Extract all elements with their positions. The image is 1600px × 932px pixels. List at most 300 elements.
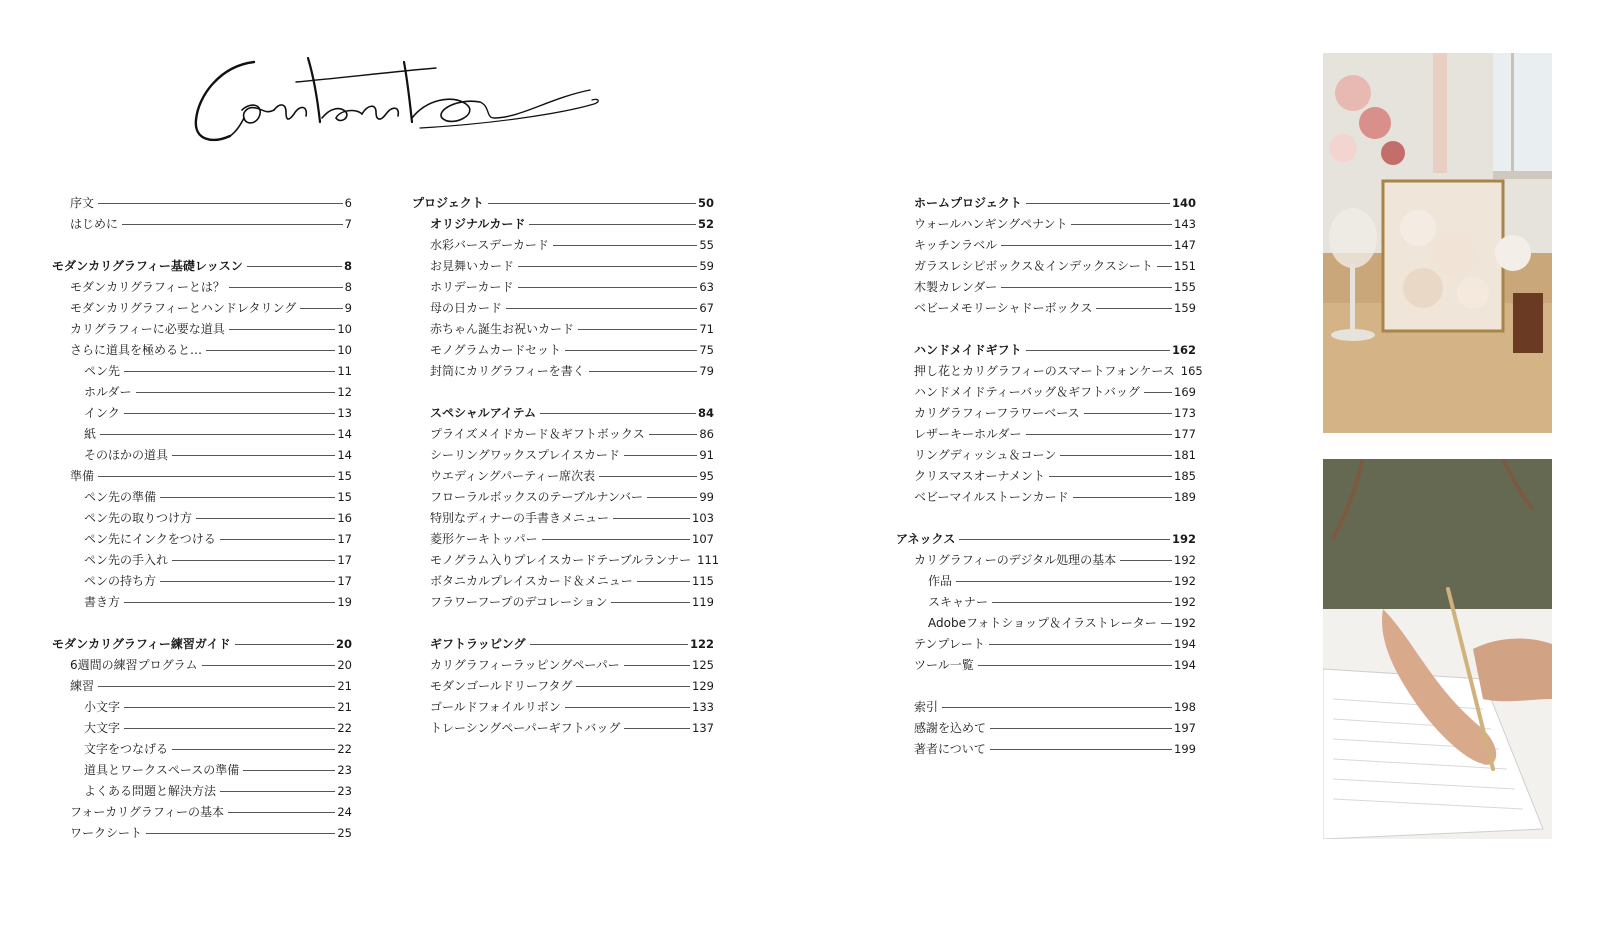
toc-page-number: 143 (1174, 217, 1196, 231)
toc-page-number: 151 (1174, 259, 1196, 273)
toc-page-number: 198 (1174, 700, 1196, 714)
toc-section-heading (412, 634, 714, 655)
toc-entry-title: レザーキーホルダー (914, 427, 1022, 441)
toc-entry-title: カリグラフィーに必要な道具 (70, 322, 225, 336)
leader-line (160, 581, 335, 582)
contents-script-title (190, 48, 610, 148)
toc-page-number: 25 (337, 826, 352, 840)
toc-page-number: 14 (337, 448, 352, 462)
toc-entry-title: 序文 (70, 196, 95, 210)
leader-line (518, 266, 697, 267)
toc-entry-title: ゴールドフォイルリボン (430, 700, 561, 714)
leader-line (959, 539, 1170, 540)
toc-entry-title: 小文字 (84, 700, 121, 714)
toc-page-number: 192 (1171, 532, 1196, 546)
toc-entry-title: お見舞いカード (430, 259, 515, 273)
toc-entry (52, 823, 352, 844)
leader-line (530, 644, 688, 645)
toc-entry-title: インク (84, 406, 120, 420)
toc-entry-title: Adobeフォトショップ＆イラストレーター (928, 616, 1157, 630)
toc-entry (896, 445, 1196, 466)
toc-page-number: 194 (1174, 658, 1196, 672)
toc-page-number: 63 (699, 280, 714, 294)
toc-entry (52, 319, 352, 340)
leader-line (124, 728, 335, 729)
leader-line (942, 707, 1172, 708)
toc-entry-title: カリグラフィーフラワーベース (914, 406, 1080, 420)
toc-entry (412, 361, 714, 382)
leader-line (506, 308, 697, 309)
leader-line (576, 686, 690, 687)
toc-page-number: 21 (337, 679, 352, 693)
toc-page-number: 84 (697, 406, 714, 420)
toc-page-number: 15 (337, 490, 352, 504)
toc-page-number: 169 (1174, 385, 1196, 399)
toc-page-number: 86 (699, 427, 714, 441)
toc-entry-title: ペンの持ち方 (84, 574, 157, 588)
toc-entry (52, 487, 352, 508)
leader-line (1157, 266, 1172, 267)
toc-page-number: 129 (692, 679, 714, 693)
toc-entry (412, 571, 714, 592)
leader-line (542, 539, 690, 540)
leader-line (624, 665, 690, 666)
toc-page-number: 125 (692, 658, 714, 672)
toc-entry-title: 紙 (84, 427, 97, 441)
toc-entry-title: 書き方 (84, 595, 121, 609)
toc-entry (412, 340, 714, 361)
toc-entry-title: ホームプロジェクト (914, 196, 1022, 210)
leader-line (611, 602, 690, 603)
toc-page-number: 103 (692, 511, 714, 525)
toc-entry (52, 571, 352, 592)
toc-page-number: 50 (697, 196, 714, 210)
toc-section-heading (896, 340, 1196, 361)
leader-line (124, 602, 335, 603)
toc-page-number: 119 (692, 595, 714, 609)
toc-entry (896, 403, 1196, 424)
toc-page-number: 192 (1174, 616, 1196, 630)
leader-line (624, 728, 690, 729)
toc-page-number: 6 (344, 196, 352, 210)
toc-page-number: 155 (1174, 280, 1196, 294)
toc-page-number: 55 (699, 238, 714, 252)
leader-line (1026, 350, 1170, 351)
leader-line (1060, 455, 1172, 456)
leader-line (247, 266, 342, 267)
leader-line (488, 203, 696, 204)
toc-entry-title: プロジェクト (412, 196, 484, 210)
toc-entry-title: リングディッシュ＆コーン (914, 448, 1057, 462)
leader-line (565, 350, 697, 351)
toc-page-number: 17 (337, 532, 352, 546)
leader-line (1144, 392, 1172, 393)
toc-entry (52, 445, 352, 466)
leader-line (172, 455, 335, 456)
leader-line (172, 749, 335, 750)
leader-line (956, 581, 1172, 582)
toc-entry (52, 340, 352, 361)
toc-page-number: 79 (699, 364, 714, 378)
toc-entry (412, 298, 714, 319)
toc-entry (52, 508, 352, 529)
leader-line (978, 665, 1172, 666)
toc-entry (52, 655, 352, 676)
toc-entry-title: はじめに (70, 217, 119, 231)
toc-entry (896, 487, 1196, 508)
toc-entry-title: 特別なディナーの手書きメニュー (430, 511, 610, 525)
leader-line (1120, 560, 1172, 561)
leader-line (613, 518, 690, 519)
toc-entry (896, 424, 1196, 445)
toc-entry (52, 781, 352, 802)
toc-entry-title: クリスマスオーナメント (914, 469, 1046, 483)
leader-line (98, 476, 335, 477)
toc-page-number: 185 (1174, 469, 1196, 483)
toc-page-number: 199 (1174, 742, 1196, 756)
leader-line (228, 812, 335, 813)
toc-entry-title: 準備 (70, 469, 95, 483)
leader-line (160, 497, 335, 498)
toc-entry (52, 193, 352, 214)
toc-entry-title: カリグラフィーラッピングペーパー (430, 658, 620, 672)
toc-entry-title: トレーシングペーパーギフトバッグ (430, 721, 621, 735)
leader-line (202, 665, 336, 666)
toc-entry (896, 214, 1196, 235)
writing-calligraphy-photo (1323, 459, 1552, 839)
toc-entry-title: ガラスレシピボックス＆インデックスシート (914, 259, 1153, 273)
toc-entry (52, 739, 352, 760)
toc-page-number: 10 (337, 322, 352, 336)
contents-title (190, 48, 610, 148)
toc-entry (412, 550, 720, 571)
toc-entry (412, 676, 714, 697)
toc-entry-title: 菱形ケーキトッパー (430, 532, 538, 546)
toc-entry (52, 802, 352, 823)
leader-line (529, 224, 696, 225)
toc-entry-title: ハンドメイドギフト (914, 343, 1022, 357)
toc-entry-title: アネックス (896, 532, 956, 546)
toc-entry-title: 作品 (928, 574, 953, 588)
toc-entry-title: 道具とワークスペースの準備 (84, 763, 240, 777)
toc-entry (412, 529, 714, 550)
leader-line (553, 245, 697, 246)
leader-line (647, 497, 697, 498)
toc-entry-title: スペシャルアイテム (430, 406, 537, 420)
toc-page-number: 7 (344, 217, 352, 231)
toc-entry-title: シーリングワックスプレイスカード (430, 448, 620, 462)
toc-entry (52, 592, 352, 613)
toc-entry (896, 613, 1196, 634)
toc-page-number: 95 (699, 469, 714, 483)
toc-entry-title: 大文字 (84, 721, 121, 735)
toc-entry-title: モダンゴールドリーフタグ (430, 679, 573, 693)
toc-entry-title: 押し花とカリグラフィーのスマートフォンケース (914, 364, 1175, 378)
toc-page-number: 181 (1174, 448, 1196, 462)
toc-entry (896, 382, 1196, 403)
leader-line (1073, 497, 1172, 498)
toc-entry-title: 著者について (914, 742, 986, 756)
toc-entry (52, 403, 352, 424)
toc-entry-title: ツール一覧 (914, 658, 974, 672)
toc-entry-title: テンプレート (914, 637, 985, 651)
toc-spacer (896, 508, 1196, 529)
toc-entry (896, 718, 1196, 739)
toc-page-number: 194 (1174, 637, 1196, 651)
leader-line (196, 518, 335, 519)
toc-spacer (896, 676, 1196, 697)
toc-entry (412, 655, 714, 676)
toc-entry-title: オリジナルカード (430, 217, 526, 231)
toc-page-number: 147 (1174, 238, 1196, 252)
toc-entry (412, 487, 714, 508)
leader-line (235, 644, 334, 645)
toc-spacer (52, 613, 352, 634)
toc-entry (412, 319, 714, 340)
toc-entry (52, 676, 352, 697)
leader-line (624, 455, 698, 456)
toc-page-number: 173 (1174, 406, 1196, 420)
toc-entry-title: ベビーメモリーシャドーボックス (914, 301, 1093, 315)
toc-entry-title: ペン先 (84, 364, 121, 378)
toc-entry-title: プライズメイドカード＆ギフトボックス (430, 427, 645, 441)
leader-line (100, 434, 335, 435)
toc-entry (52, 277, 352, 298)
toc-entry-title: ワークシート (70, 826, 143, 840)
toc-section-heading (412, 403, 714, 424)
toc-page-number: 115 (692, 574, 714, 588)
toc-page-number: 59 (699, 259, 714, 273)
toc-entry (52, 298, 352, 319)
leader-line (1161, 623, 1172, 624)
toc-entry-title: 文字をつなげる (84, 742, 169, 756)
toc-section-heading (412, 193, 714, 214)
toc-page-number: 20 (337, 658, 352, 672)
toc-entry-title: 赤ちゃん誕生お祝いカード (430, 322, 575, 336)
toc-entry-title: 6週間の練習プログラム (70, 658, 198, 672)
toc-spacer (896, 319, 1196, 340)
toc-entry (896, 634, 1196, 655)
toc-entry-title: 索引 (914, 700, 939, 714)
toc-page-number: 67 (699, 301, 714, 315)
toc-entry (896, 256, 1196, 277)
toc-entry-title: 練習 (70, 679, 95, 693)
leader-line (98, 686, 335, 687)
toc-page-number: 189 (1174, 490, 1196, 504)
toc-page-number: 99 (699, 490, 714, 504)
toc-entry (52, 550, 352, 571)
toc-page-number: 133 (692, 700, 714, 714)
toc-page-number: 177 (1174, 427, 1196, 441)
toc-entry (896, 739, 1196, 760)
leader-line (1026, 203, 1170, 204)
toc-entry (412, 697, 714, 718)
leader-line (518, 287, 698, 288)
toc-page-number: 140 (1171, 196, 1196, 210)
toc-entry-title: モダンカリグラフィーとハンドレタリング (70, 301, 297, 315)
leader-line (565, 707, 690, 708)
toc-entry-title: ペン先にインクをつける (84, 532, 216, 546)
toc-entry-title: フラワーフープのデコレーション (430, 595, 608, 609)
leader-line (1071, 224, 1172, 225)
toc-entry (896, 361, 1203, 382)
leader-line (146, 833, 335, 834)
toc-page-number: 8 (343, 259, 352, 273)
toc-entry (412, 445, 714, 466)
toc-page-number: 10 (337, 343, 352, 357)
toc-column-2 (412, 193, 720, 739)
toc-entry-title: スキャナー (928, 595, 989, 609)
toc-entry (896, 697, 1196, 718)
toc-entry (896, 277, 1196, 298)
toc-entry-title: 水彩バースデーカード (430, 238, 549, 252)
toc-entry (52, 466, 352, 487)
leader-line (578, 329, 697, 330)
toc-entry-title: ホルダー (84, 385, 132, 399)
toc-entry-title: ベビーマイルストーンカード (914, 490, 1069, 504)
toc-entry-title: よくある問題と解決方法 (84, 784, 217, 798)
toc-entry (52, 697, 352, 718)
toc-column-1 (52, 193, 352, 844)
toc-page-number: 52 (697, 217, 714, 231)
toc-entry-title: フォーカリグラフィーの基本 (70, 805, 224, 819)
leader-line (1084, 413, 1172, 414)
toc-entry-title: そのほかの道具 (84, 448, 169, 462)
toc-entry (896, 235, 1196, 256)
toc-page-number: 192 (1174, 574, 1196, 588)
toc-page-number: 22 (337, 721, 352, 735)
toc-entry-title: ボタニカルプレイスカード＆メニュー (430, 574, 633, 588)
leader-line (98, 203, 343, 204)
toc-page-number: 162 (1171, 343, 1196, 357)
toc-page-number: 111 (697, 553, 720, 567)
toc-entry-title: キッチンラベル (914, 238, 998, 252)
toc-entry-title: さらに道具を極めると… (70, 343, 203, 357)
toc-entry (52, 529, 352, 550)
leader-line (1026, 434, 1173, 435)
toc-page-number: 15 (337, 469, 352, 483)
toc-entry-title: モノグラムカードセット (430, 343, 562, 357)
toc-page-number: 71 (699, 322, 714, 336)
toc-entry (412, 592, 714, 613)
toc-page-number: 9 (344, 301, 352, 315)
leader-line (637, 581, 690, 582)
toc-entry (896, 655, 1196, 676)
toc-page-number: 21 (337, 700, 352, 714)
toc-page-number: 107 (692, 532, 714, 546)
toc-section-heading (52, 634, 352, 655)
toc-spacer (52, 235, 352, 256)
leader-line (220, 539, 336, 540)
toc-page-number: 17 (337, 553, 352, 567)
toc-page-number: 24 (337, 805, 352, 819)
leader-line (206, 350, 335, 351)
toc-entry (412, 508, 714, 529)
leader-line (990, 728, 1172, 729)
toc-section-heading (52, 256, 352, 277)
table-setting-photo (1323, 53, 1552, 433)
toc-page-number: 14 (337, 427, 352, 441)
toc-entry-title: ウエディングパーティー席次表 (430, 469, 596, 483)
leader-line (172, 560, 335, 561)
leader-line (136, 392, 336, 393)
leader-line (220, 791, 335, 792)
toc-entry-title: モダンカリグラフィーとは？ (70, 280, 225, 294)
toc-entry (412, 235, 714, 256)
leader-line (599, 476, 697, 477)
toc-page-number: 22 (337, 742, 352, 756)
toc-section-heading (896, 193, 1196, 214)
leader-line (989, 644, 1172, 645)
leader-line (1001, 287, 1172, 288)
toc-entry-title: 感謝を込めて (914, 721, 987, 735)
leader-line (649, 434, 698, 435)
toc-page-number: 11 (337, 364, 352, 378)
toc-entry-title: ペン先の手入れ (84, 553, 169, 567)
leader-line (1001, 245, 1172, 246)
toc-entry-title: ペン先の準備 (84, 490, 157, 504)
toc-entry-title: ホリデーカード (430, 280, 514, 294)
leader-line (229, 287, 343, 288)
toc-entry (896, 298, 1196, 319)
toc-entry-title: カリグラフィーのデジタル処理の基本 (914, 553, 1117, 567)
toc-section-heading (896, 529, 1196, 550)
leader-line (124, 707, 335, 708)
toc-entry (412, 256, 714, 277)
toc-page-number: 122 (689, 637, 714, 651)
toc-entry-title: 封筒にカリグラフィーを書く (430, 364, 585, 378)
toc-page-number: 192 (1174, 553, 1196, 567)
toc-entry-title: フローラルボックスのテーブルナンバー (430, 490, 644, 504)
toc-section-heading (412, 214, 714, 235)
toc-entry (52, 760, 352, 781)
toc-entry (896, 571, 1196, 592)
toc-entry (412, 466, 714, 487)
toc-entry (52, 361, 352, 382)
toc-page-number: 23 (337, 784, 352, 798)
leader-line (243, 770, 335, 771)
toc-entry-title: 木製カレンダー (914, 280, 998, 294)
leader-line (229, 329, 336, 330)
leader-line (1049, 476, 1172, 477)
leader-line (540, 413, 696, 414)
toc-entry (52, 382, 352, 403)
leader-line (122, 224, 343, 225)
leader-line (124, 371, 335, 372)
toc-spacer (412, 382, 714, 403)
toc-entry-title: ギフトラッピング (430, 637, 526, 651)
toc-entry-title: モダンカリグラフィー基礎レッスン (52, 259, 243, 273)
toc-page-number: 23 (337, 763, 352, 777)
toc-page-number: 165 (1180, 364, 1203, 378)
toc-entry (52, 424, 352, 445)
toc-page-number: 75 (699, 343, 714, 357)
toc-page-number: 159 (1174, 301, 1196, 315)
leader-line (1096, 308, 1172, 309)
toc-page-number: 12 (337, 385, 352, 399)
toc-entry-title: ペン先の取りつけ方 (84, 511, 193, 525)
toc-entry (896, 550, 1196, 571)
toc-page-number: 137 (692, 721, 714, 735)
toc-entry (52, 214, 352, 235)
toc-page-number: 19 (337, 595, 352, 609)
toc-entry (896, 592, 1196, 613)
leader-line (992, 602, 1172, 603)
toc-page-number: 197 (1174, 721, 1196, 735)
toc-entry (412, 718, 714, 739)
toc-entry-title: モダンカリグラフィー練習ガイド (52, 637, 231, 651)
toc-entry (412, 277, 714, 298)
